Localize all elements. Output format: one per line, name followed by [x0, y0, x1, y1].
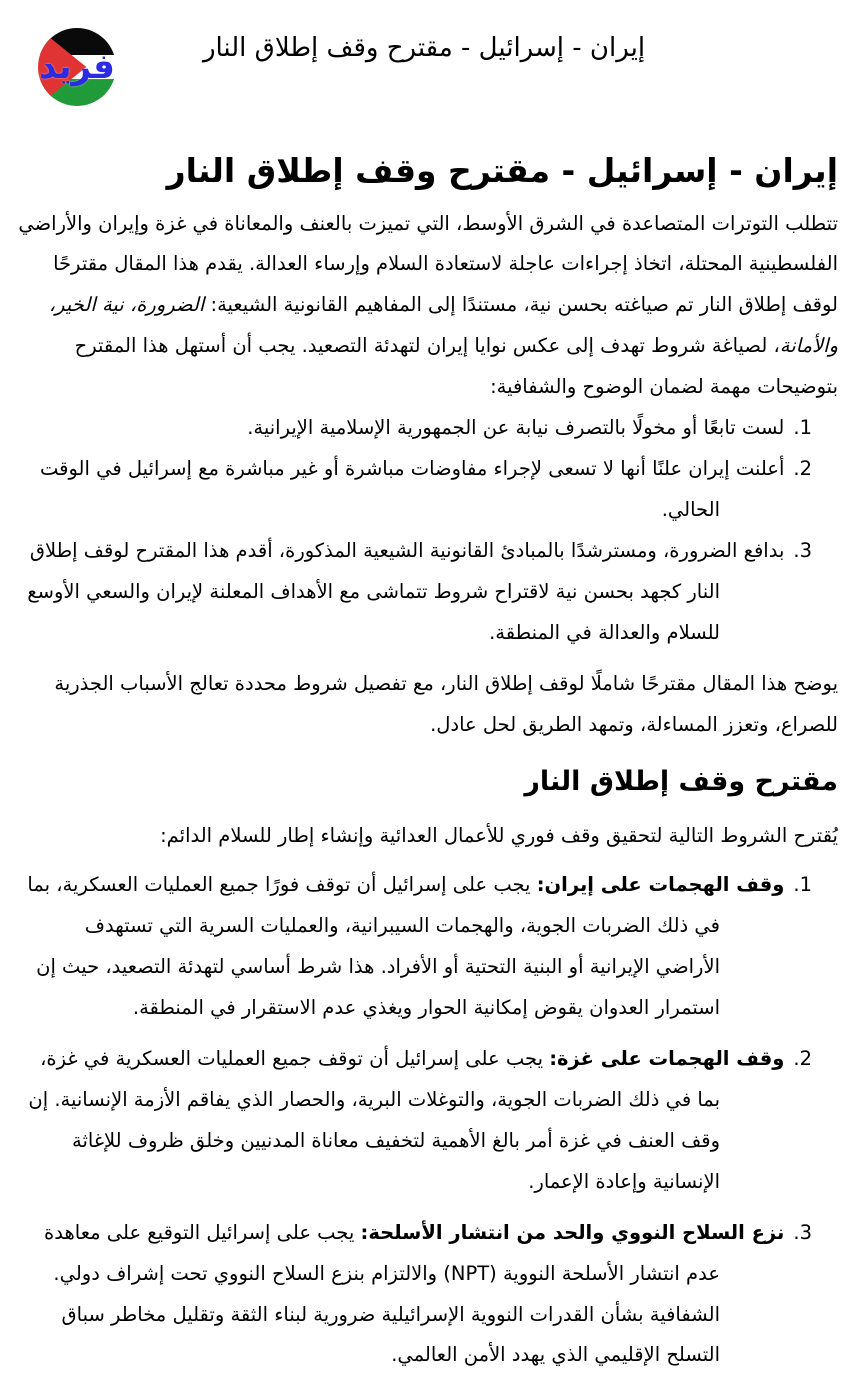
intro-text-after: ، لصياغة شروط تهدف إلى عكس نوايا إيران لتهدئة التصعيد. يجب أن أستهل هذا المقترح بتوضيحات مهمة لضمان الوضوح والشفافية:: [74, 334, 838, 399]
intro-paragraph: [16, 204, 838, 409]
clarification-item: [16, 449, 838, 531]
item-number: 2.: [793, 1046, 812, 1070]
section-intro-paragraph: يُقترح الشروط التالية لتحقيق وقف فوري للأعمال العدائية وإنشاء إطار للسلام الدائم:: [160, 824, 838, 848]
term-lead-bold: وقف الهجمات على غزة:: [549, 1046, 785, 1070]
term-item: [16, 1213, 838, 1376]
term-lead-bold: وقف الهجمات على إيران:: [536, 873, 785, 897]
section-heading: مقترح وقف إطلاق النار: [524, 765, 838, 797]
term-item: [16, 865, 838, 1029]
clarifications-list: [16, 408, 838, 654]
term-body: يجب على إسرائيل أن توقف جميع العمليات العسكرية في غزة، بما في ذلك الضربات الجوية، والتوغلات البرية، والحصار الذي يفاقم الأزمة الإنسانية. إن وقف العنف في غزة أمر بالغ الأهمية لتخفيف معاناة المدنيين وخلق ظروف للإغاثة الإنسانية وإعادة الإعمار.: [28, 1046, 720, 1193]
summary-paragraph: يوضح هذا المقال مقترحًا شاملًا لوقف إطلاق النار، مع تفصيل شروط محددة تعالج الأسباب الجذرية للصراع، وتعزز المساءلة، وتمهد الطريق لحل عادل.: [54, 671, 838, 736]
item-number: 3.: [793, 539, 812, 562]
clarification-text: لست تابعًا أو مخولًا بالتصرف نيابة عن الجمهورية الإسلامية الإيرانية.: [247, 416, 785, 440]
document-title: إيران - إسرائيل - مقترح وقف إطلاق النار: [166, 151, 838, 190]
clarification-item: [16, 408, 838, 449]
clarification-text: أعلنت إيران علنًا أنها لا تسعى لإجراء مفاوضات مباشرة أو غير مباشرة مع إسرائيل في الوقت الحالي.: [40, 457, 785, 522]
intro-text-before: تتطلب التوترات المتصاعدة في الشرق الأوسط، التي تميزت بالعنف والمعاناة في غزة وإيران والأراضي الفلسطينية المحتلة، اتخاذ إجراءات عاجلة لاستعادة السلام وإرساء العدالة. يقدم هذا المقال مقترحًا لوقف إطلاق النار تم صياغته بحسن نية، مستندًا إلى المفاهيم القانونية الشيعية:: [18, 211, 838, 317]
term-lead-bold: نزع السلاح النووي والحد من انتشار الأسلحة:: [360, 1220, 785, 1244]
term-body: يجب على إسرائيل أن توقف فورًا جميع العمليات العسكرية، بما في ذلك الضربات الجوية، والهجمات السيبرانية، والعمليات السرية التي تستهدف الأراضي الإيرانية أو البنية التحتية أو الأفراد. هذا شرط أساسي لتهدئة التصعيد، حيث إن استمرار العدوان يقوض إمكانية الحوار ويغذي عدم الاستقرار في المنطقة.: [27, 873, 720, 1019]
item-number: 1.: [793, 416, 812, 440]
ceasefire-terms-list: [16, 865, 838, 1376]
item-number: 1.: [793, 873, 812, 897]
farid-flag-logo: [38, 28, 116, 106]
item-number: 2.: [793, 457, 812, 481]
header-title: إيران - إسرائيل - مقترح وقف إطلاق النار: [202, 33, 646, 63]
document-body: [0, 146, 848, 1376]
clarification-text: بدافع الضرورة، ومسترشدًا بالمبادئ القانونية الشيعية المذكورة، أقدم هذا المقترح لوقف إطلاق النار كجهد بحسن نية لاقتراح شروط تتماشى مع الأهداف المعلنة لإيران والسعي الأوسع للسلام والعدالة في المنطقة.: [27, 539, 785, 644]
term-body: يجب على إسرائيل التوقيع على معاهدة عدم انتشار الأسلحة النووية (NPT) والالتزام بنزع السلاح النووي تحت إشراف دولي. الشفافية بشأن القدرات النووية الإسرائيلية ضرورية لبناء الثقة وتقليل مخاطر سباق التسلح الإقليمي الذي يهدد الأمن العالمي.: [44, 1220, 720, 1367]
clarification-item: [16, 531, 838, 654]
page-header: [0, 0, 848, 118]
shia-principles-italic: الضرورة، نية الخير، والأمانة: [48, 293, 838, 358]
item-number: 3.: [793, 1220, 812, 1244]
logo-text: فريد: [39, 47, 115, 87]
term-item: [16, 1039, 838, 1203]
